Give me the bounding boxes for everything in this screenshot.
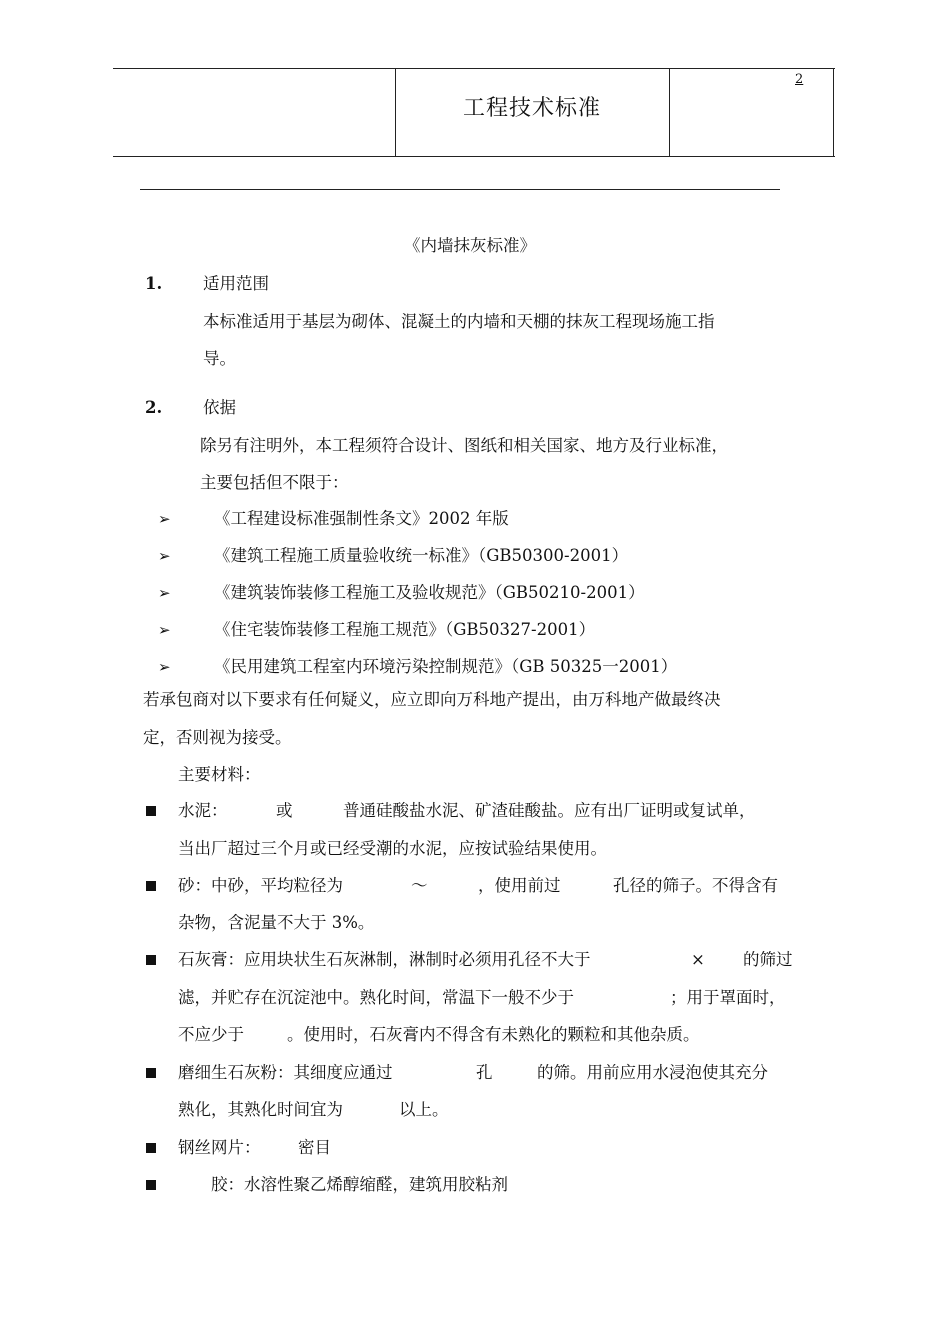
material-text: 。使用时，石灰膏内不得含有未熟化的颗粒和其他杂质。 <box>287 1025 700 1044</box>
standard-item: 《住宅装饰装修工程施工规范》（GB50327-2001） <box>214 620 596 639</box>
paragraph-line: 除另有注明外，本工程须符合设计、图纸和相关国家、地方及行业标准， <box>200 436 728 455</box>
materials-heading: 主要材料： <box>178 765 261 784</box>
arrow-bullet-icon: ➢ <box>158 621 171 639</box>
material-text: 石灰膏：应用块状生石灰淋制，淋制时必须用孔径不大于 <box>178 950 591 969</box>
section-number: 2. <box>145 398 163 417</box>
header-divider <box>669 69 670 156</box>
material-text: ～ <box>411 876 428 895</box>
square-bullet-icon <box>146 1143 156 1153</box>
square-bullet-icon <box>146 806 156 816</box>
arrow-bullet-icon: ➢ <box>158 658 171 676</box>
section-heading: 依据 <box>203 398 236 417</box>
square-bullet-icon <box>146 1180 156 1190</box>
arrow-bullet-icon: ➢ <box>158 547 171 565</box>
square-bullet-icon <box>146 1068 156 1078</box>
section-heading: 适用范围 <box>203 274 269 293</box>
material-text: 以上。 <box>399 1100 449 1119</box>
header-table <box>113 68 835 157</box>
material-text: ，使用前过 <box>478 876 561 895</box>
material-text: 的筛过 <box>743 950 793 969</box>
material-text: 当出厂超过三个月或已经受潮的水泥，应按试验结果使用。 <box>178 839 607 858</box>
material-text: 普通硅酸盐水泥、矿渣硅酸盐。应有出厂证明或复试单， <box>343 801 756 820</box>
header-divider <box>833 69 834 156</box>
material-text: × <box>691 950 705 969</box>
document-title: 《内墙抹灰标准》 <box>404 236 536 255</box>
material-text: 的筛。用前应用水浸泡使其充分 <box>537 1063 768 1082</box>
material-text: 磨细生石灰粉：其细度应通过 <box>178 1063 393 1082</box>
arrow-bullet-icon: ➢ <box>158 510 171 528</box>
material-text: ；用于罩面时， <box>670 988 786 1007</box>
header-title: 工程技术标准 <box>462 96 601 121</box>
material-text: 杂物，含泥量不大于 3%。 <box>178 913 375 932</box>
horizontal-rule <box>140 189 780 190</box>
material-text: 不应少于 <box>178 1025 244 1044</box>
paragraph-line: 本标准适用于基层为砌体、混凝土的内墙和天棚的抹灰工程现场施工指 <box>203 312 715 331</box>
material-text: 胶：水溶性聚乙烯醇缩醛，建筑用胶粘剂 <box>211 1175 508 1194</box>
paragraph-line: 定，否则视为接受。 <box>143 728 292 747</box>
paragraph-line: 若承包商对以下要求有任何疑义，应立即向万科地产提出，由万科地产做最终决 <box>143 690 721 709</box>
material-text: 滤，并贮存在沉淀池中。熟化时间，常温下一般不少于 <box>178 988 574 1007</box>
paragraph-line: 主要包括但不限于： <box>200 473 349 492</box>
square-bullet-icon <box>146 955 156 965</box>
standard-item: 《民用建筑工程室内环境污染控制规范》（GB 50325一2001） <box>214 657 678 676</box>
standard-item: 《工程建设标准强制性条文》2002 年版 <box>214 509 509 528</box>
material-text: 熟化，其熟化时间宜为 <box>178 1100 343 1119</box>
standard-item: 《建筑工程施工质量验收统一标准》（GB50300-2001） <box>214 546 629 565</box>
square-bullet-icon <box>146 881 156 891</box>
material-text: 砂：中砂，平均粒径为 <box>178 876 343 895</box>
material-text: 钢丝网片： <box>178 1138 261 1157</box>
paragraph-line: 导。 <box>203 349 236 368</box>
page-number: 2 <box>795 72 804 87</box>
material-text: 孔 <box>476 1063 493 1082</box>
material-text: 水泥： <box>178 801 228 820</box>
standard-item: 《建筑装饰装修工程施工及验收规范》（GB50210-2001） <box>214 583 645 602</box>
section-number: 1. <box>145 274 163 293</box>
material-text: 或 <box>276 801 293 820</box>
arrow-bullet-icon: ➢ <box>158 584 171 602</box>
material-text: 密目 <box>298 1138 331 1157</box>
material-text: 孔径的筛子。不得含有 <box>613 876 778 895</box>
